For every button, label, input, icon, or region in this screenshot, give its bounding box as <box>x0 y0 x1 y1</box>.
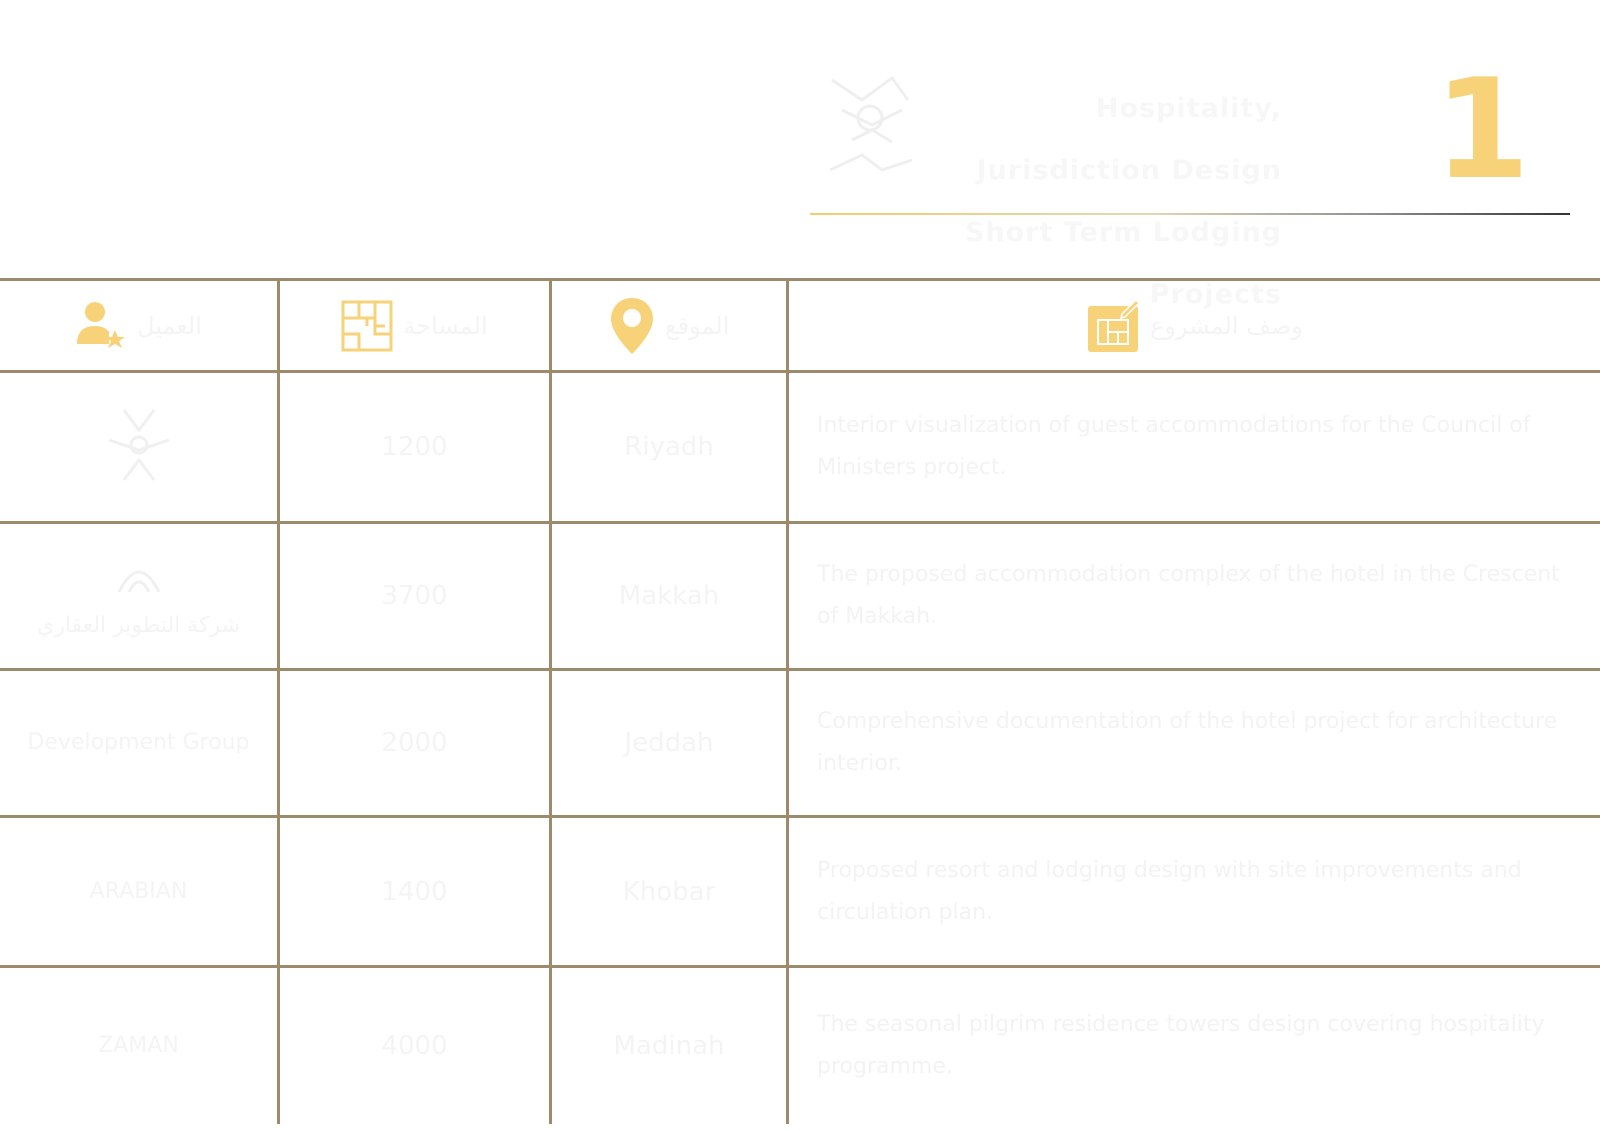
location-cell: Madinah <box>552 968 789 1124</box>
location-cell: Khobar <box>552 818 789 968</box>
column-header-description <box>789 281 1600 373</box>
area-cell: 1200 <box>280 373 552 524</box>
client-logo <box>37 552 240 640</box>
page-number: 1 <box>1433 49 1530 210</box>
client-cell <box>0 818 280 968</box>
client-emblem-icon <box>94 400 184 490</box>
page-header <box>812 49 1570 310</box>
blueprint-icon <box>1086 298 1140 354</box>
client-name: شركة التطوير العقاري <box>36 613 241 638</box>
header-title-line1: Hospitality, Jurisdiction Design <box>976 93 1282 186</box>
location-cell: Riyadh <box>552 373 789 524</box>
client-cell <box>0 671 280 818</box>
area-cell: 3700 <box>280 524 552 671</box>
description-cell: Proposed resort and lodging design with site improvements and circulation plan. <box>789 818 1600 968</box>
area-cell: 2000 <box>280 671 552 818</box>
header-title-line2: Short Term Lodging Projects <box>964 217 1282 310</box>
projects-table <box>0 278 1600 1131</box>
description-cell: The seasonal pilgrim residence towers design covering hospitality programme. <box>817 1012 1545 1079</box>
location-pin-icon <box>609 296 655 356</box>
column-header-client <box>0 281 280 373</box>
column-label-client: العميل <box>137 311 202 340</box>
client-name: ARABIAN <box>89 878 188 904</box>
header-divider <box>810 213 1570 215</box>
floor-plan-icon <box>341 300 393 352</box>
client-cell <box>0 373 280 524</box>
client-name: ZAMAN <box>98 1033 179 1058</box>
client-emblem-icon <box>109 552 169 608</box>
area-cell: 4000 <box>280 968 552 1124</box>
client-name: Development Group <box>27 730 250 755</box>
client-star-icon <box>75 300 127 352</box>
client-cell <box>0 524 280 671</box>
company-logo-icon <box>822 70 918 180</box>
column-header-area <box>280 281 552 373</box>
column-label-area: المساحة <box>403 311 488 340</box>
location-cell: Jeddah <box>552 671 789 818</box>
client-cell <box>0 968 280 1124</box>
column-label-description: وصف المشروع <box>1150 311 1303 340</box>
area-cell: 1400 <box>280 818 552 968</box>
column-label-location: الموقع <box>664 311 730 340</box>
location-cell: Makkah <box>552 524 789 671</box>
description-cell: Comprehensive documentation of the hotel project for architecture interior. <box>789 671 1600 818</box>
description-cell: The proposed accommodation complex of the hotel in the Crescent of Makkah. <box>789 524 1600 671</box>
description-cell: Interior visualization of guest accommodations for the Council of Ministers project. <box>789 373 1600 524</box>
column-header-location <box>552 281 789 373</box>
client-logo <box>94 400 184 494</box>
